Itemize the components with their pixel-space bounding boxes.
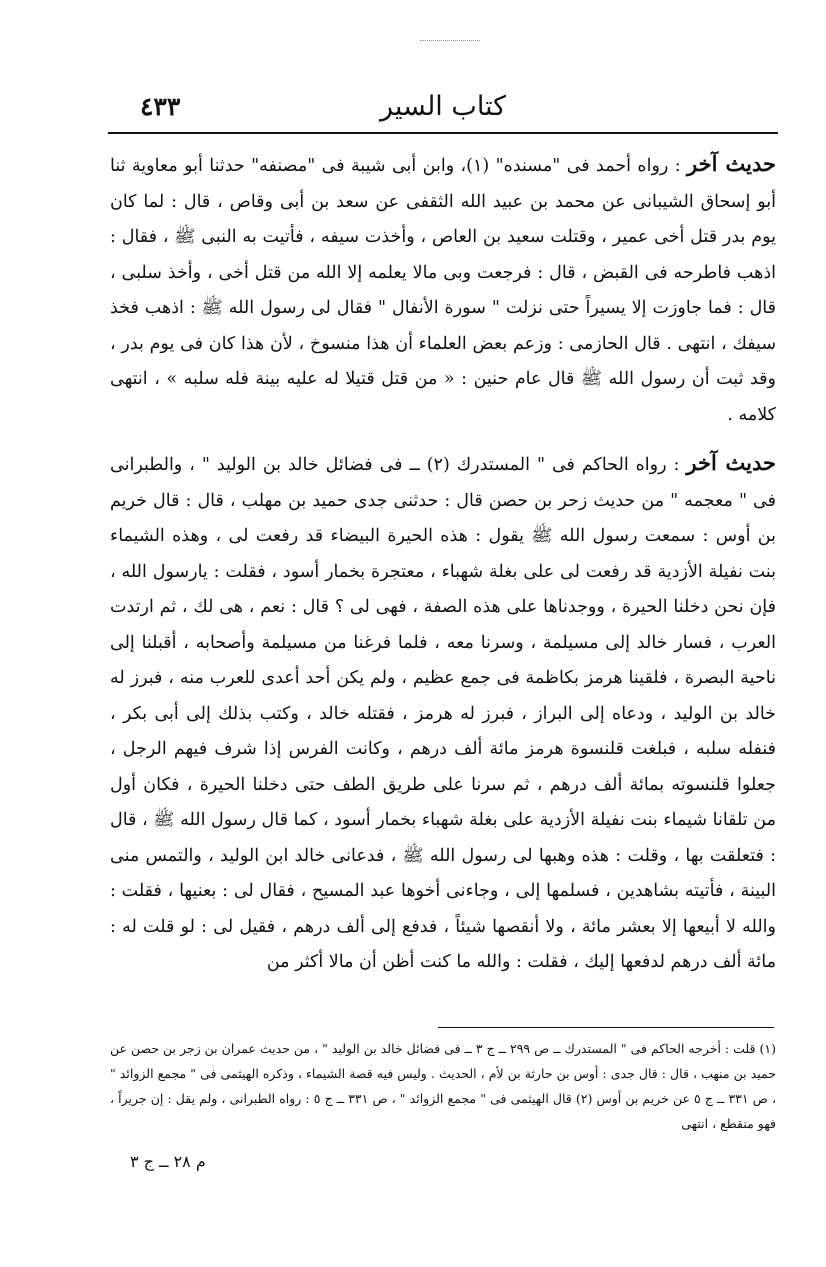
footnote: (١) قلت : أخرجه الحاكم فى " المستدرك ــ ص ٢٩٩ ــ ج ٣ ــ فى فضائل خالد بن الوليد " ، من حديث عمران بن زجر بن حصن عن حميد بن منهب ، قال : قال جدى : أوس بن حارثة بن لأم ، الحديث . وليس فيه قصة الشيماء ، وذكره الهيثمى فى " مجمع الزوائد " ، ص ٣٣١ ــ ج ٥ عن خريم بن أوس (٢) قال الهيثمى فى " مجمع الزوائد " ، ص ٣٣١ ــ ج ٥ : رواه الطبرانى ، ولم يقل : إن جريراً ، فهو منقطع ، انتهى <box>110 1041 776 1131</box>
header-rule <box>108 132 778 134</box>
hadith-paragraph-1 <box>110 146 776 433</box>
scan-smudge <box>420 40 480 41</box>
printer-signature: م ٢٨ ــ ج ٣ <box>130 1152 206 1171</box>
paragraph-lead: حديث آخر <box>687 151 776 176</box>
page-header <box>108 88 778 128</box>
hadith-paragraph-2 <box>110 445 776 981</box>
running-title: كتاب السير <box>379 91 507 122</box>
paragraph-lead: حديث آخر <box>686 450 776 475</box>
paragraph-text: : رواه أحمد فى "مسنده" (١)، وابن أبى شيبة فى "مصنفه" حدثنا أبو معاوية ثنا أبو إسحاق الشيبانى عن محمد بن عبيد الله الثقفى عن سعد بن أبى وقاص ، قال : لما كان يوم بدر قتل أخى عمير ، وقتلت سعيد بن العاص ، وأخذت سيفه ، فأتيت به النبى ﷺ ، فقال : اذهب فاطرحه فى القبض ، قال : فرجعت وبى مالا يعلمه إلا الله من قتل أخى ، وأخذ سلبى ، قال : فما جاوزت إلا يسيراً حتى نزلت " سورة الأنفال " فقال لى رسول الله ﷺ : اذهب فخذ سيفك ، انتهى . قال الحازمى : وزعم بعض العلماء أن هذا منسوخ ، لأن هذا كان فى يوم بدر ، وقد ثبت أن رسول الله ﷺ قال عام حنين : « من قتل قتيلا له عليه بينة فله سلبه » ، انتهى كلامه . <box>110 156 776 425</box>
footnote-rule <box>438 1027 774 1028</box>
page-number: ٤٣٣ <box>140 92 181 121</box>
paragraph-text: : رواه الحاكم فى " المستدرك (٢) ــ فى فضائل خالد بن الوليد " ، والطبرانى فى " معجمه " من حديث زحر بن حصن قال : حدثنى جدى حميد بن مهلب ، قال : قال خريم بن أوس : سمعت رسول الله ﷺ يقول : هذه الحيرة البيضاء قد رفعت لى ، وهذه الشيماء بنت نفيلة الأزدية قد رفعت لى على بغلة شهباء ، معتجرة بخمار أسود ، فقلت : يارسول الله ، فإن نحن دخلنا الحيرة ، ووجدناها على هذه الصفة ، فهى لى ؟ قال : نعم ، هى لك ، ثم ارتدت العرب ، فسار خالد إلى مسيلمة ، وسرنا معه ، فلما فرغنا من مسيلمة وأصحابه ، أقبلنا إلى ناحية البصرة ، فلقينا هرمز بكاظمة فى جمع عظيم ، ولم يكن أحد أعدى للعرب منه ، فبرز له خالد بن الوليد ، ودعاه إلى البراز ، فبرز له هرمز ، فقتله خالد ، وكتب بذلك إلى أبى بكر ، فنفله سلبه ، فبلغت قلنسوة هرمز مائة ألف درهم ، وكانت الفرس إذا شرف فيهم الرجل ، جعلوا قلنسوته بمائة ألف درهم ، ثم سرنا على طريق الطف حتى دخلنا الحيرة ، فكان أول من تلقانا شيماء بنت نفيلة الأزدية على بغلة شهباء بخمار أسود ، كما قال رسول الله ﷺ ، قال : فتعلقت بها ، وقلت : هذه وهبها لى رسول الله ﷺ ، فدعانى خالد ابن الوليد ، والتمس منى البينة ، فأتيته بشاهدين ، فسلمها إلى ، وجاءنى أخوها عبد المسيح ، فقال لى : بعنيها ، فقلت : والله لا أبيعها إلا بعشر مائة ، ولا أنقصها شيئاً ، فدفع إلى ألف درهم ، فقيل لى : لو قلت له : مائة ألف درهم لدفعها إليك ، فقلت : والله ما كنت أظن أن مالا أكثر من <box>110 455 776 972</box>
footnotes <box>110 1036 776 1136</box>
main-text <box>110 146 776 981</box>
